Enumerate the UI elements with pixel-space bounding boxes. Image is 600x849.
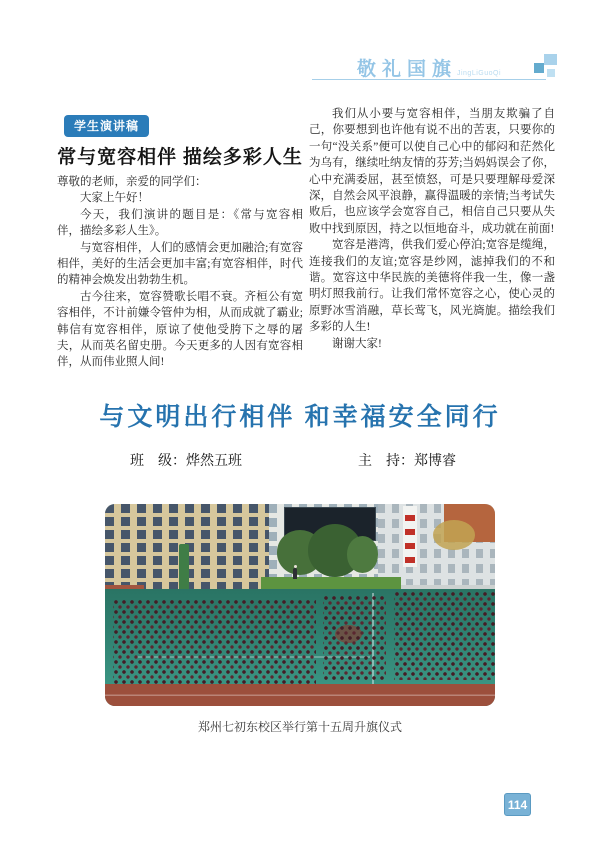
- photo-running-track: [105, 684, 495, 706]
- paragraph: 今天，我们演讲的题目是：《常与宽容相伴，描绘多彩人生》。: [57, 208, 303, 238]
- photo-sign-characters: [405, 510, 415, 563]
- header-pinyin: JingLiGuoQi: [456, 70, 502, 77]
- paragraph: 古今往来，宽容赞歌长唱不衰。齐桓公有宽容相伴，不计前嫌令管仲为相，从而成就了霸业;韩信有宽容相伴，原谅了使他受胯下之辱的屠夫，从而英名留史册。今天更多的人因有宽容相伴，从而伟业照人间!: [57, 290, 303, 369]
- photo-flag-bearer: [293, 568, 297, 579]
- paragraph: 与宽容相伴，人们的感情会更加融洽;有宽容相伴，美好的生活会更加丰富;有宽容相伴，时代的精神会焕发出勃勃生机。: [57, 241, 303, 287]
- photo-tree: [347, 536, 378, 572]
- header: [312, 54, 546, 81]
- paragraph: 我们从小要与宽容相伴，当朋友欺骗了自己，你要想到也许他有说不出的苦衷，只要你的一句“没关系”便可以使自己心中的郁闷和茫然化为乌有，继续吐纳友情的芬芳;当妈妈误会了你，心中充满委屈，甚至愤怒，可是只要理解母爱深深，自然会风平浪静，赢得温暖的亲情;当考试失败后，也应该学会宽容自己，相信自己只要从失败中找到原因，持之以恒地奋斗，成功就在前面!: [309, 108, 555, 235]
- header-title: 敬礼国旗: [356, 59, 457, 80]
- assembly-photo: [105, 504, 495, 706]
- photo-vertical-sign: [403, 506, 417, 567]
- pixel-squares-decoration: [547, 69, 555, 77]
- pixel-squares-decoration: [534, 63, 544, 73]
- article-badge: 学生演讲稿: [64, 115, 149, 137]
- section-meta: [130, 450, 456, 470]
- article-left-column: [57, 174, 303, 371]
- page-number-badge: 114: [504, 793, 531, 816]
- photo-student-formation: [113, 599, 316, 688]
- photo-student-formation: [394, 591, 495, 680]
- photo-building-left: [105, 504, 281, 597]
- host-label: 主 持：郑博睿: [358, 454, 456, 469]
- article-right-column: [309, 106, 555, 352]
- photo-caption: 郑州七初东校区举行第十五周升旗仪式: [197, 720, 402, 734]
- paragraph: 宽容是港湾，供我们爱心停泊;宽容是缆绳，连接我们的友谊;宽容是纱网，滤掉我们的不和谐。宽容这中华民族的美德将伴我一生，像一盏明灯照我前行。让我们常怀宽容之心，使心灵的原野冰雪消融，草长莺飞，风光旖旎。描绘我们多彩的人生!: [309, 239, 555, 334]
- class-label: 班 级：烨然五班: [130, 454, 242, 469]
- paragraph: 尊敬的老师，亲爱的同学们：: [57, 176, 207, 188]
- paragraph: 大家上午好！: [80, 192, 149, 205]
- photo-student-formation: [323, 595, 385, 680]
- paragraph: 谢谢大家!: [332, 337, 382, 350]
- article-title: 常与宽容相伴 描绘多彩人生: [57, 147, 303, 168]
- section-title: 与文明出行相伴 和幸福安全同行: [99, 404, 501, 431]
- photo-flag-bearer-head: [294, 565, 297, 568]
- pixel-squares-decoration: [544, 54, 557, 65]
